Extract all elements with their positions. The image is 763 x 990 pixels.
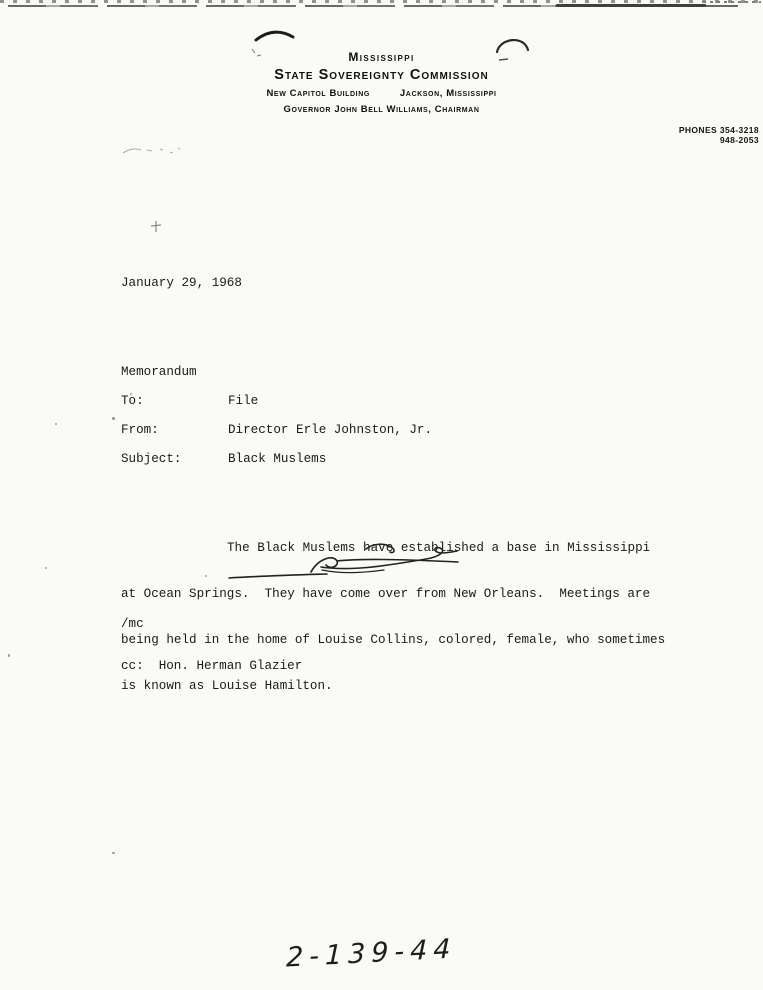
paper-speck [55, 423, 57, 425]
memo-body-paragraph [121, 510, 665, 710]
phones-line-2: 948-2053 [719, 135, 759, 145]
pencil-smudge-mark [123, 148, 180, 153]
letterhead-chairman-line: Governor John Bell Williams, Chairman [283, 104, 480, 115]
memo-field-subject [121, 452, 326, 466]
memo-field-from-label: From: [121, 423, 159, 437]
scan-artifact-top-solid-segment [556, 4, 706, 7]
memo-field-from-value: Director Erle Johnston, Jr. [228, 423, 433, 437]
paper-speck [8, 654, 10, 657]
memo-body-line: being held in the home of Louise Collins, colored, female, who sometimes [121, 633, 666, 648]
memo-date: January 29, 1968 [121, 276, 242, 290]
handwritten-file-number: 2-139-44 [285, 933, 457, 974]
letterhead-org-name: State Sovereignty Commission [274, 67, 489, 83]
letterhead-building: New Capitol Building [266, 88, 370, 99]
memo-field-to-value: File [228, 394, 259, 408]
memo-body-line: at Ocean Springs. They have come over from New Orleans. Meetings are [121, 587, 651, 602]
memo-field-to-label: To: [121, 394, 144, 408]
memo-body-line: is known as Louise Hamilton. [121, 679, 333, 694]
letterhead-phones [679, 125, 759, 145]
paper-speck [45, 567, 47, 569]
cc-value: Hon. Herman Glazier [158, 659, 303, 673]
letterhead-state-name: Mississippi [348, 50, 415, 64]
typist-initials: /mc [121, 617, 144, 631]
stray-t-mark [151, 221, 161, 232]
memo-body-line: The Black Muslems have established a base in Mississippi [227, 540, 651, 555]
memo-field-from [121, 423, 432, 437]
memo-field-subject-value: Black Muslems [228, 452, 327, 466]
paper-speck [112, 417, 115, 420]
memo-field-subject-label: Subject: [121, 452, 182, 466]
phones-line-1: PHONES 354-3218 [678, 125, 759, 135]
letterhead [167, 50, 597, 115]
letterhead-city: Jackson, Mississippi [399, 88, 497, 99]
paper-speck [112, 852, 115, 854]
memo-doc-type: Memorandum [121, 365, 197, 379]
memo-field-to [121, 394, 258, 408]
memo-cc-line [121, 659, 302, 673]
scan-artifact-top-right-dots [703, 1, 761, 3]
scan-artifact-top-dashes [0, 0, 763, 3]
letterhead-address-line [167, 88, 597, 99]
cc-label: cc: [121, 659, 144, 673]
scan-arc-mark-left [256, 32, 293, 40]
